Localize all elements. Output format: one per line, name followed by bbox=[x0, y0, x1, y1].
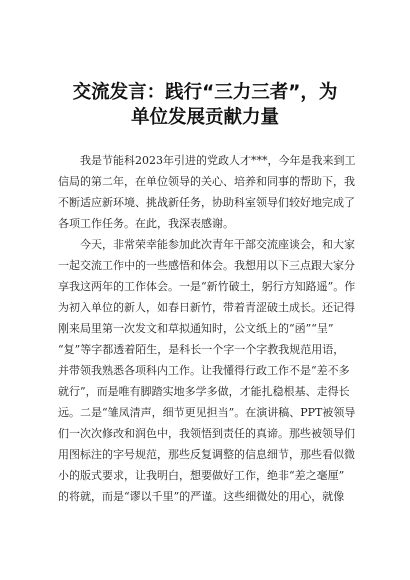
document-title bbox=[0, 80, 410, 130]
title-line: 单位发展贡献力量 bbox=[130, 107, 279, 128]
body-line: 们一次次修改和润色中，我领悟到责任的真谛。那些被领导们 bbox=[58, 427, 355, 440]
body-line: 各项工作任务。在此，我深表感谢。 bbox=[58, 217, 234, 230]
body-line: 我是节能科2023年引进的党政人才***，今年是我来到工 bbox=[58, 154, 356, 167]
body-line: 的将就，而是“谬以千里”的严谨。这些细微处的用心，就像 bbox=[58, 490, 345, 503]
body-line: 为初入单位的新人，如春日新竹，带着青涩破土成长。还记得 bbox=[58, 301, 355, 314]
title-line: 交流发言：践行“三力三者”，为 bbox=[72, 82, 338, 103]
document-body bbox=[58, 150, 358, 507]
body-line: 小的版式要求，让我明白，想要做好工作，绝非“差之毫厘” bbox=[58, 469, 345, 482]
body-line: 并带领我熟悉各项科内工作。让我懂得行政工作不是“差不多 bbox=[58, 364, 350, 377]
body-line: 就行”，而是唯有脚踏实地多学多做，才能扎稳根基、走得长 bbox=[58, 385, 350, 398]
body-line: “复”等字都透着陌生，是科长一个字一个字教我规范用语， bbox=[58, 343, 345, 356]
body-line: 远。二是“雏凤清声，细节更见担当”。在演讲稿、PPT被领导 bbox=[58, 406, 356, 419]
body-line: 今天，非常荣幸能参加此次青年干部交流座谈会，和大家 bbox=[58, 238, 355, 251]
body-line: 不断适应新环境、挑战新任务，协助科室领导们较好地完成了 bbox=[58, 196, 355, 209]
body-line: 一起交流工作中的一些感悟和体会。我想用以下三点跟大家分 bbox=[58, 259, 355, 272]
body-line: 刚来局里第一次发文和草拟通知时，公文纸上的“函”“呈” bbox=[58, 322, 334, 335]
body-line: 用图标注的字号规范，那些反复调整的信息细节，那些看似微 bbox=[58, 448, 355, 461]
body-line: 享我这两年的工作体会。一是“新竹破土，躬行方知路遥”。作 bbox=[58, 280, 356, 293]
body-line: 信局的第二年，在单位领导的关心、培养和同事的帮助下，我 bbox=[58, 175, 355, 188]
